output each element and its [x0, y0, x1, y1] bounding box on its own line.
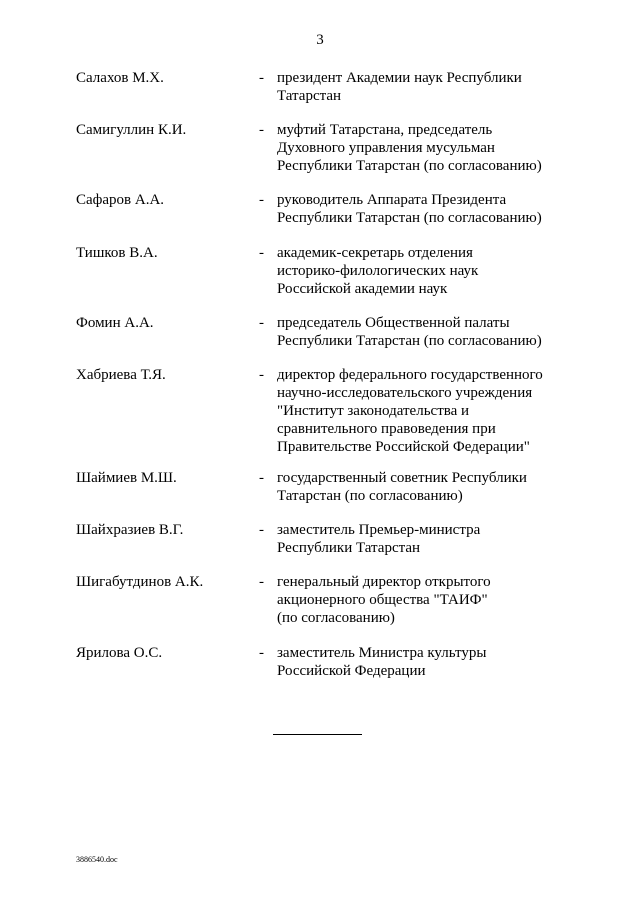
position-line: генеральный директор открытого	[277, 574, 491, 590]
position-line: историко-филологических наук	[277, 263, 479, 279]
position-line: "Институт законодательства и	[277, 403, 470, 419]
position-line: председатель Общественной палаты	[277, 315, 510, 331]
end-of-list-rule	[273, 734, 362, 735]
position-line: Российской академии наук	[277, 281, 448, 297]
position-line: заместитель Министра культуры	[277, 645, 487, 661]
position-line: акционерного общества "ТАИФ"	[277, 592, 488, 608]
page-number: 3	[316, 32, 324, 48]
member-position	[277, 314, 577, 350]
member-position	[277, 644, 577, 680]
position-line: Республики Татарстан (по согласованию)	[277, 333, 542, 349]
member-name: Тишков В.А.	[76, 245, 158, 261]
position-line: научно-исследовательского учреждения	[277, 385, 533, 401]
position-line: Российской Федерации	[277, 663, 426, 679]
position-line: муфтий Татарстана, председатель	[277, 122, 493, 138]
position-line: академик-секретарь отделения	[277, 245, 473, 261]
position-line: заместитель Премьер-министра	[277, 522, 481, 538]
separator-dash: -	[259, 645, 264, 661]
position-line: Духовного управления мусульман	[277, 140, 495, 156]
member-position	[277, 573, 577, 627]
position-line: (по согласованию)	[277, 610, 395, 626]
member-position	[277, 469, 577, 505]
member-name: Самигуллин К.И.	[76, 122, 187, 138]
position-line: сравнительного правоведения при	[277, 421, 496, 437]
member-position	[277, 366, 577, 456]
position-line: руководитель Аппарата Президента	[277, 192, 507, 208]
separator-dash: -	[259, 70, 264, 86]
member-position	[277, 121, 577, 175]
member-position	[277, 69, 577, 105]
separator-dash: -	[259, 245, 264, 261]
member-name: Шаймиев М.Ш.	[76, 470, 177, 486]
position-line: Татарстан (по согласованию)	[277, 488, 463, 504]
separator-dash: -	[259, 470, 264, 486]
position-line: государственный советник Республики	[277, 470, 527, 486]
separator-dash: -	[259, 315, 264, 331]
separator-dash: -	[259, 122, 264, 138]
position-line: Татарстан	[277, 88, 342, 104]
separator-dash: -	[259, 522, 264, 538]
member-position	[277, 521, 577, 557]
separator-dash: -	[259, 192, 264, 208]
position-line: директор федерального государственного	[277, 367, 543, 383]
position-line: президент Академии наук Республики	[277, 70, 522, 86]
member-name: Сафаров А.А.	[76, 192, 165, 208]
separator-dash: -	[259, 574, 264, 590]
position-line: Правительстве Российской Федерации"	[277, 439, 530, 455]
member-name: Фомин А.А.	[76, 315, 154, 331]
position-line: Республики Татарстан (по согласованию)	[277, 210, 542, 226]
file-name-footer: 3886540.doc	[76, 855, 118, 864]
member-position	[277, 244, 577, 298]
position-line: Республики Татарстан (по согласованию)	[277, 158, 542, 174]
member-name: Хабриева Т.Я.	[76, 367, 166, 383]
member-name: Салахов М.Х.	[76, 70, 164, 86]
separator-dash: -	[259, 367, 264, 383]
position-line: Республики Татарстан	[277, 540, 421, 556]
member-position	[277, 191, 577, 227]
member-name: Шигабутдинов А.К.	[76, 574, 204, 590]
member-name: Шайхразиев В.Г.	[76, 522, 184, 538]
member-name: Ярилова О.С.	[76, 645, 163, 661]
